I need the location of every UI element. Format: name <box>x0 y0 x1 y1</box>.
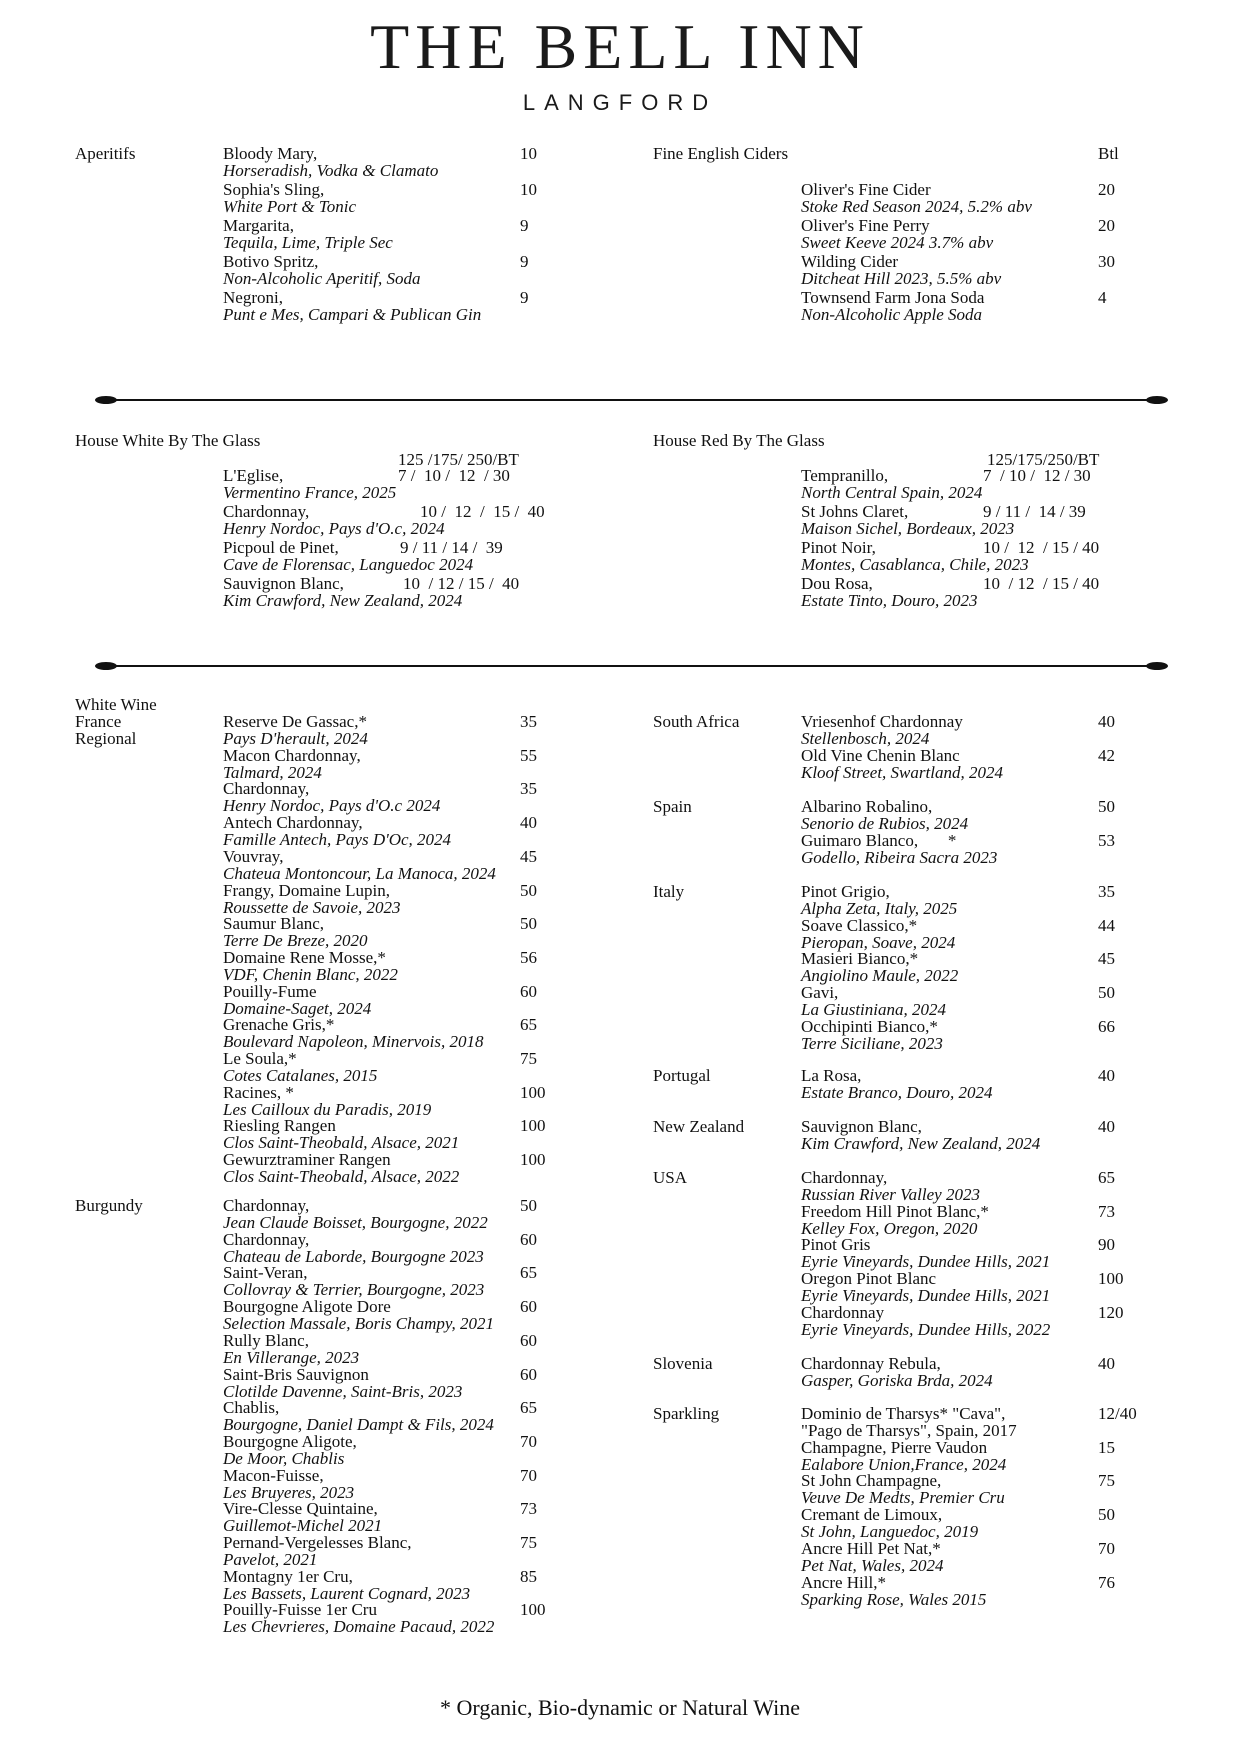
aperitif-item <box>223 181 356 215</box>
world-wine-item-desc: Kelley Fox, Oregon, 2020 <box>801 1218 978 1238</box>
world-wine-item-desc: Godello, Ribeira Sacra 2023 <box>801 847 998 867</box>
world-wine-item <box>801 1169 980 1203</box>
world-wine-item <box>801 1304 1050 1338</box>
regional-wine-item-desc: VDF, Chenin Blanc, 2022 <box>223 964 398 984</box>
cider-item <box>801 181 1032 215</box>
burgundy-wine-item-name: Bourgogne Aligote, <box>223 1431 357 1451</box>
house-red-item-name: St Johns Claret, <box>801 502 909 521</box>
burgundy-wine-item-price: 100 <box>520 1600 546 1620</box>
cider-item-name: Townsend Farm Jona Soda <box>801 288 985 307</box>
burgundy-wine-item-price: 60 <box>520 1364 537 1384</box>
world-wine-item-desc: Kloof Street, Swartland, 2024 <box>801 762 1003 782</box>
burgundy-wine-item-price: 65 <box>520 1398 537 1418</box>
world-wine-item <box>801 713 963 747</box>
regional-wine-item <box>223 1016 483 1050</box>
world-wine-item <box>801 1540 943 1574</box>
world-wine-item-desc: Terre Siciliane, 2023 <box>801 1033 943 1053</box>
aperitif-item <box>223 253 421 287</box>
world-wine-item-name: Masieri Bianco,* <box>801 949 919 969</box>
aperitif-item-desc: Tequila, Lime, Triple Sec <box>223 233 393 252</box>
burgundy-wine-item-price: 70 <box>520 1465 537 1485</box>
house-white-item <box>223 503 445 537</box>
regional-wine-item-desc: Clos Saint-Theobald, Alsace, 2022 <box>223 1167 460 1187</box>
house-white-item-prices: 9 / 11 / 14 / 39 <box>400 538 503 557</box>
regional-wine-item-price: 45 <box>520 846 537 866</box>
regional-wine-item <box>223 1151 459 1185</box>
region-label: Sparkling <box>653 1404 720 1423</box>
regional-wine-item-desc: Boulevard Napoleon, Minervois, 2018 <box>223 1032 484 1052</box>
house-red-item-name: Pinot Noir, <box>801 538 876 557</box>
aperitif-item-name: Botivo Spritz, <box>223 252 319 271</box>
cider-item-price: 30 <box>1098 252 1115 271</box>
world-wine-item <box>801 1405 1017 1439</box>
aperitif-item <box>223 217 393 251</box>
regional-wine-item-desc: Clos Saint-Theobald, Alsace, 2021 <box>223 1133 460 1153</box>
regional-wine-item <box>223 915 367 949</box>
burgundy-wine-item <box>223 1332 359 1366</box>
regional-wine-item <box>223 1084 431 1118</box>
regional-wine-item-name: Riesling Rangen <box>223 1116 336 1136</box>
cider-item <box>801 253 1001 287</box>
aperitif-item-desc: Punt e Mes, Campari & Publican Gin <box>223 305 482 324</box>
divider-line <box>105 665 1155 667</box>
house-white-item-name: L'Eglise, <box>223 466 284 485</box>
house-white-item-prices: 7 / 10 / 12 / 30 <box>398 466 510 485</box>
burgundy-wine-item-name: Chablis, <box>223 1398 280 1418</box>
cider-item <box>801 289 984 323</box>
world-wine-item-price: 100 <box>1098 1269 1124 1289</box>
world-wine-item-name: La Rosa, <box>801 1066 862 1085</box>
regional-wine-item-name: Macon Chardonnay, <box>223 745 361 765</box>
world-wine-item-desc: Sparking Rose, Wales 2015 <box>801 1589 987 1609</box>
world-wine-item-price: 35 <box>1098 882 1115 901</box>
regional-wine-item-price: 100 <box>520 1082 546 1102</box>
aperitif-item-price: 9 <box>520 288 529 307</box>
burgundy-wine-item-desc: Selection Massale, Boris Champy, 2021 <box>223 1314 495 1334</box>
region-label: Slovenia <box>653 1354 713 1373</box>
world-wine-item-name: Sauvignon Blanc, <box>801 1117 922 1136</box>
world-wine-item-price: 44 <box>1098 915 1115 935</box>
regional-wine-item-price: 100 <box>520 1116 546 1136</box>
regional-wine-item-name: Gewurztraminer Rangen <box>223 1150 391 1170</box>
world-wine-item-name: Chardonnay, <box>801 1168 888 1187</box>
aperitif-item-price: 9 <box>520 216 529 235</box>
regional-wine-item-name: Pouilly-Fume <box>223 981 317 1001</box>
burgundy-wine-item <box>223 1601 494 1635</box>
regional-wine-item-desc: Cotes Catalanes, 2015 <box>223 1066 378 1085</box>
house-white-item-prices: 10 / 12 / 15 / 40 <box>403 574 520 593</box>
world-wine-item-desc: St John, Languedoc, 2019 <box>801 1522 979 1542</box>
regional-wine-item-price: 75 <box>520 1049 537 1068</box>
aperitif-item-name: Sophia's Sling, <box>223 180 325 199</box>
house-white-item-prices: 10 / 12 / 15 / 40 <box>420 502 545 521</box>
aperitif-item-desc: Horseradish, Vodka & Clamato <box>223 161 439 180</box>
house-white-sizes: 125 /175/ 250/BT <box>398 450 519 469</box>
house-red-item <box>801 575 977 609</box>
world-wine-item <box>801 1472 1005 1506</box>
regional-wine-item <box>223 949 398 983</box>
cider-item-desc: Non-Alcoholic Apple Soda <box>801 305 982 324</box>
world-wine-item-price: 73 <box>1098 1201 1115 1221</box>
house-red-item-desc: Montes, Casablanca, Chile, 2023 <box>801 555 1029 574</box>
house-white-item-desc: Kim Crawford, New Zealand, 2024 <box>223 591 463 610</box>
burgundy-wine-item-desc: Collovray & Terrier, Bourgogne, 2023 <box>223 1280 485 1300</box>
world-wine-item-name: Pinot Grigio, <box>801 882 890 901</box>
world-wine-item-name: Dominio de Tharsys* "Cava", <box>801 1404 1006 1423</box>
regional-wine-item-price: 50 <box>520 914 537 934</box>
world-wine-item <box>801 883 957 917</box>
world-wine-item-price: 50 <box>1098 797 1115 816</box>
burgundy-wine-item-name: Chardonnay, <box>223 1196 310 1215</box>
regional-wine-item-desc: Les Cailloux du Paradis, 2019 <box>223 1099 432 1119</box>
burgundy-wine-item-name: Montagny 1er Cru, <box>223 1566 353 1586</box>
house-red-item-prices: 7 / 10 / 12 / 30 <box>983 466 1091 485</box>
divider-end-right <box>1146 396 1168 404</box>
regional-wine-item-price: 55 <box>520 745 537 765</box>
burgundy-wine-item-price: 65 <box>520 1263 537 1283</box>
region-label: Italy <box>653 882 685 901</box>
burgundy-wine-item-desc: Les Chevrieres, Domaine Pacaud, 2022 <box>223 1617 495 1637</box>
region-label: South Africa <box>653 712 740 731</box>
burgundy-label: Burgundy <box>75 1196 143 1215</box>
regional-wine-item-price: 40 <box>520 813 537 833</box>
house-red-item <box>801 467 982 501</box>
burgundy-wine-item-desc: Pavelot, 2021 <box>223 1550 318 1569</box>
regional-wine-item-price: 65 <box>520 1015 537 1035</box>
ciders-heading: Fine English Ciders <box>653 144 789 163</box>
burgundy-wine-item <box>223 1467 354 1501</box>
burgundy-wine-item-desc: Les Bruyeres, 2023 <box>223 1482 355 1502</box>
aperitif-item-name: Bloody Mary, <box>223 144 318 163</box>
world-wine-item-price: 120 <box>1098 1302 1124 1322</box>
world-wine-item-desc: Eyrie Vineyards, Dundee Hills, 2021 <box>801 1286 1051 1306</box>
ciders-unit-label: Btl <box>1098 144 1119 163</box>
burgundy-wine-item-price: 60 <box>520 1229 537 1249</box>
region-label: Spain <box>653 797 692 816</box>
burgundy-wine-item-price: 73 <box>520 1499 537 1519</box>
burgundy-wine-item-name: Pouilly-Fuisse 1er Cru <box>223 1600 377 1620</box>
world-wine-item-desc: Russian River Valley 2023 <box>801 1185 980 1204</box>
regional-wine-item <box>223 983 371 1017</box>
world-wine-item-desc: Pieropan, Soave, 2024 <box>801 932 956 952</box>
world-wine-item-price: 66 <box>1098 1016 1115 1036</box>
house-red-item-prices: 9 / 11 / 14 / 39 <box>983 502 1086 521</box>
world-wine-item <box>801 1439 1006 1473</box>
world-wine-item <box>801 798 968 832</box>
burgundy-wine-item-desc: De Moor, Chablis <box>223 1448 345 1468</box>
cider-item-price: 20 <box>1098 216 1115 235</box>
regional-wine-item <box>223 1117 459 1151</box>
cider-item-desc: Stoke Red Season 2024, 5.2% abv <box>801 197 1032 216</box>
regional-wine-item-name: Domaine Rene Mosse,* <box>223 947 386 967</box>
aperitif-item-name: Negroni, <box>223 288 283 307</box>
regional-wine-item <box>223 713 368 747</box>
burgundy-wine-item-price: 50 <box>520 1196 537 1215</box>
house-white-item-desc: Vermentino France, 2025 <box>223 483 397 502</box>
burgundy-wine-item <box>223 1399 494 1433</box>
world-wine-item-desc: La Giustiniana, 2024 <box>801 1000 946 1020</box>
regional-wine-item <box>223 814 451 848</box>
burgundy-wine-item-price: 75 <box>520 1533 537 1552</box>
burgundy-wine-item-desc: Bourgogne, Daniel Dampt & Fils, 2024 <box>223 1415 494 1435</box>
page-subtitle: LANGFORD <box>522 90 718 115</box>
regional-wine-item-price: 60 <box>520 981 537 1001</box>
cider-item-price: 4 <box>1098 288 1107 307</box>
world-wine-item-name: Pinot Gris <box>801 1235 871 1255</box>
divider-end-left <box>95 662 117 670</box>
burgundy-wine-item <box>223 1500 382 1534</box>
world-wine-item-desc: Veuve De Medts, Premier Cru <box>801 1488 1005 1508</box>
world-wine-item-price: 75 <box>1098 1471 1115 1491</box>
region-label: Portugal <box>653 1066 711 1085</box>
world-wine-item <box>801 1118 1040 1152</box>
world-wine-item-name: Chardonnay <box>801 1302 885 1322</box>
world-wine-item-price: 50 <box>1098 1505 1115 1525</box>
world-wine-item-price: 65 <box>1098 1168 1115 1187</box>
aperitif-item <box>223 145 438 179</box>
world-wine-item-name: Cremant de Limoux, <box>801 1505 943 1525</box>
burgundy-wine-item-desc: Chateau de Laborde, Bourgogne 2023 <box>223 1246 484 1266</box>
regional-wine-item-price: 35 <box>520 779 537 799</box>
world-wine-item-desc: Angiolino Maule, 2022 <box>801 966 959 986</box>
world-wine-item-price: 40 <box>1098 1117 1115 1136</box>
regional-wine-item-name: Antech Chardonnay, <box>223 813 363 833</box>
world-wine-item-name: Ancre Hill,* <box>801 1572 886 1592</box>
world-wine-item <box>801 984 946 1018</box>
regional-wine-item-name: Chardonnay, <box>223 779 310 799</box>
cider-item-price: 20 <box>1098 180 1115 199</box>
world-wine-item-price: 70 <box>1098 1538 1115 1558</box>
world-wine-item-desc: "Pago de Tharsys", Spain, 2017 <box>801 1421 1017 1440</box>
aperitif-item <box>223 289 481 323</box>
world-wine-item-name: Old Vine Chenin Blanc <box>801 745 960 765</box>
world-wine-item-price: 12/40 <box>1098 1404 1137 1423</box>
house-red-item-name: Dou Rosa, <box>801 574 873 593</box>
burgundy-wine-item-name: Macon-Fuisse, <box>223 1465 324 1485</box>
page-title: THE BELL INN <box>370 11 870 82</box>
world-wine-item <box>801 1018 943 1052</box>
region-label: New Zealand <box>653 1117 745 1136</box>
world-wine-item-name: Freedom Hill Pinot Blanc,* <box>801 1201 989 1221</box>
world-wine-item-name: Albarino Robalino, <box>801 797 933 816</box>
world-wine-item-name: Guimaro Blanco, * <box>801 830 957 850</box>
house-white-item <box>223 467 396 501</box>
world-wine-item-name: Occhipinti Bianco,* <box>801 1016 938 1036</box>
regional-wine-item-price: 100 <box>520 1150 546 1170</box>
world-wine-item-desc: Kim Crawford, New Zealand, 2024 <box>801 1134 1041 1153</box>
house-red-item-name: Tempranillo, <box>801 466 889 485</box>
world-wine-item-name: St John Champagne, <box>801 1471 942 1491</box>
world-wine-item-price: 40 <box>1098 1066 1115 1085</box>
divider-end-left <box>95 396 117 404</box>
world-wine-item-name: Oregon Pinot Blanc <box>801 1269 937 1289</box>
regional-label: Regional <box>75 729 137 748</box>
world-wine-item-price: 50 <box>1098 983 1115 1003</box>
burgundy-wine-item <box>223 1197 488 1231</box>
world-wine-item <box>801 747 1003 781</box>
cider-item-name: Oliver's Fine Cider <box>801 180 931 199</box>
aperitifs-heading: Aperitifs <box>75 144 136 163</box>
cider-item-name: Wilding Cider <box>801 252 899 271</box>
world-wine-item <box>801 1506 978 1540</box>
world-wine-item-name: Soave Classico,* <box>801 915 918 935</box>
regional-wine-item-desc: Terre De Breze, 2020 <box>223 931 368 951</box>
world-wine-item-desc: Eyrie Vineyards, Dundee Hills, 2022 <box>801 1319 1051 1339</box>
regional-wine-item-desc: Roussette de Savoie, 2023 <box>223 897 401 917</box>
burgundy-wine-item <box>223 1433 357 1467</box>
house-red-item-desc: North Central Spain, 2024 <box>801 483 983 502</box>
regional-wine-item-price: 50 <box>520 880 537 900</box>
world-wine-item-desc: Eyrie Vineyards, Dundee Hills, 2021 <box>801 1252 1051 1272</box>
burgundy-wine-item-name: Vire-Clesse Quintaine, <box>223 1499 378 1519</box>
world-wine-item-price: 76 <box>1098 1572 1115 1592</box>
regional-wine-item-name: Grenache Gris,* <box>223 1015 335 1035</box>
world-wine-item-name: Gavi, <box>801 983 839 1003</box>
white-wine-heading: White Wine <box>75 695 157 714</box>
regional-wine-item <box>223 747 361 781</box>
burgundy-wine-item-desc: Guillemot-Michel 2021 <box>223 1516 383 1536</box>
world-wine-item-name: Vriesenhof Chardonnay <box>801 712 963 731</box>
footer-note: * Organic, Bio-dynamic or Natural Wine <box>440 1695 800 1720</box>
burgundy-wine-item-desc: Jean Claude Boisset, Bourgogne, 2022 <box>223 1213 488 1232</box>
world-wine-item-desc: Stellenbosch, 2024 <box>801 729 930 748</box>
cider-item-desc: Ditcheat Hill 2023, 5.5% abv <box>801 269 1002 288</box>
burgundy-wine-item-price: 60 <box>520 1330 537 1350</box>
burgundy-wine-item-name: Rully Blanc, <box>223 1330 309 1350</box>
regional-wine-item-name: Racines, * <box>223 1082 294 1102</box>
burgundy-wine-item-name: Bourgogne Aligote Dore <box>223 1297 391 1317</box>
burgundy-wine-item-name: Pernand-Vergelesses Blanc, <box>223 1533 412 1552</box>
regional-wine-item-name: Reserve De Gassac,* <box>223 712 367 731</box>
regional-wine-item-desc: Talmard, 2024 <box>223 762 322 782</box>
regional-wine-item-desc: Domaine-Saget, 2024 <box>223 998 372 1018</box>
world-wine-item <box>801 1236 1050 1270</box>
burgundy-wine-item-price: 60 <box>520 1297 537 1317</box>
world-wine-item <box>801 1270 1050 1304</box>
cider-item-name: Oliver's Fine Perry <box>801 216 930 235</box>
world-wine-item <box>801 1067 993 1101</box>
aperitif-item-price: 10 <box>520 144 537 163</box>
house-red-heading: House Red By The Glass <box>653 431 825 450</box>
aperitif-item-price: 9 <box>520 252 529 271</box>
burgundy-wine-item-name: Saint-Veran, <box>223 1263 308 1283</box>
regional-wine-item <box>223 780 440 814</box>
world-wine-item <box>801 917 955 951</box>
regional-wine-item <box>223 882 401 916</box>
france-label: France <box>75 712 122 731</box>
burgundy-wine-item <box>223 1366 462 1400</box>
aperitif-item-name: Margarita, <box>223 216 294 235</box>
world-wine-item-name: Ancre Hill Pet Nat,* <box>801 1538 941 1558</box>
regional-wine-item-price: 35 <box>520 712 537 731</box>
house-white-item-desc: Cave de Florensac, Languedoc 2024 <box>223 555 474 574</box>
burgundy-wine-item-desc: Les Bassets, Laurent Cognard, 2023 <box>223 1583 471 1603</box>
regional-wine-item-desc: Chateua Montoncour, La Manoca, 2024 <box>223 863 496 883</box>
regional-wine-item-desc: Pays D'herault, 2024 <box>223 729 368 748</box>
world-wine-item-price: 45 <box>1098 949 1115 969</box>
world-wine-item <box>801 1203 989 1237</box>
regional-wine-item-desc: Henry Nordoc, Pays d'O.c 2024 <box>223 796 441 816</box>
house-red-item-desc: Maison Sichel, Bordeaux, 2023 <box>801 519 1015 538</box>
regional-wine-item-price: 56 <box>520 947 537 967</box>
world-wine-item <box>801 950 958 984</box>
aperitif-item-desc: Non-Alcoholic Aperitif, Soda <box>223 269 421 288</box>
world-wine-item-price: 90 <box>1098 1235 1115 1255</box>
house-red-item-desc: Estate Tinto, Douro, 2023 <box>801 591 978 610</box>
burgundy-wine-item <box>223 1568 470 1602</box>
burgundy-wine-item-desc: Clotilde Davenne, Saint-Bris, 2023 <box>223 1381 463 1401</box>
divider-end-right <box>1146 662 1168 670</box>
divider-line <box>105 399 1155 401</box>
world-wine-item-name: Chardonnay Rebula, <box>801 1354 941 1373</box>
house-red-sizes: 125/175/250/BT <box>987 450 1100 469</box>
burgundy-wine-item-name: Saint-Bris Sauvignon <box>223 1364 369 1384</box>
burgundy-wine-item <box>223 1298 494 1332</box>
house-white-item-name: Chardonnay, <box>223 502 310 521</box>
world-wine-item-desc: Ealabore Union,France, 2024 <box>801 1454 1007 1474</box>
aperitif-item-desc: White Port & Tonic <box>223 197 357 216</box>
world-wine-item-desc: Alpha Zeta, Italy, 2025 <box>801 899 958 918</box>
world-wine-item-price: 40 <box>1098 1354 1115 1373</box>
burgundy-wine-item-price: 70 <box>520 1431 537 1451</box>
world-wine-item <box>801 832 997 866</box>
burgundy-wine-item <box>223 1231 484 1265</box>
regional-wine-item-name: Saumur Blanc, <box>223 914 325 934</box>
cider-item <box>801 217 993 251</box>
house-white-heading: House White By The Glass <box>75 431 261 450</box>
burgundy-wine-item <box>223 1264 484 1298</box>
house-red-item-prices: 10 / 12 / 15 / 40 <box>983 538 1100 557</box>
world-wine-item-desc: Gasper, Goriska Brda, 2024 <box>801 1371 993 1390</box>
burgundy-wine-item-price: 85 <box>520 1566 537 1586</box>
world-wine-item-name: Champagne, Pierre Vaudon <box>801 1437 988 1457</box>
house-red-item-prices: 10 / 12 / 15 / 40 <box>983 574 1100 593</box>
world-wine-item-price: 53 <box>1098 830 1115 850</box>
world-wine-item-desc: Estate Branco, Douro, 2024 <box>801 1083 993 1102</box>
cider-item-desc: Sweet Keeve 2024 3.7% abv <box>801 233 994 252</box>
world-wine-item-price: 42 <box>1098 745 1115 765</box>
house-white-item-name: Sauvignon Blanc, <box>223 574 344 593</box>
world-wine-item <box>801 1355 993 1389</box>
regional-wine-item-name: Vouvray, <box>223 846 284 866</box>
regional-wine-item-desc: Famille Antech, Pays D'Oc, 2024 <box>223 830 452 850</box>
world-wine-item-desc: Senorio de Rubios, 2024 <box>801 814 969 833</box>
world-wine-item-price: 15 <box>1098 1437 1115 1457</box>
house-white-item-name: Picpoul de Pinet, <box>223 538 339 557</box>
burgundy-wine-item-desc: En Villerange, 2023 <box>223 1347 360 1367</box>
house-white-item-desc: Henry Nordoc, Pays d'O.c, 2024 <box>223 519 445 538</box>
aperitif-item-price: 10 <box>520 180 537 199</box>
burgundy-wine-item <box>223 1534 412 1568</box>
world-wine-item-price: 40 <box>1098 712 1115 731</box>
region-label: USA <box>653 1168 688 1187</box>
regional-wine-item <box>223 848 496 882</box>
regional-wine-item <box>223 1050 377 1084</box>
burgundy-wine-item-name: Chardonnay, <box>223 1229 310 1249</box>
world-wine-item <box>801 1574 986 1608</box>
regional-wine-item-name: Frangy, Domaine Lupin, <box>223 880 390 900</box>
world-wine-item-desc: Pet Nat, Wales, 2024 <box>801 1555 944 1575</box>
regional-wine-item-name: Le Soula,* <box>223 1049 297 1068</box>
